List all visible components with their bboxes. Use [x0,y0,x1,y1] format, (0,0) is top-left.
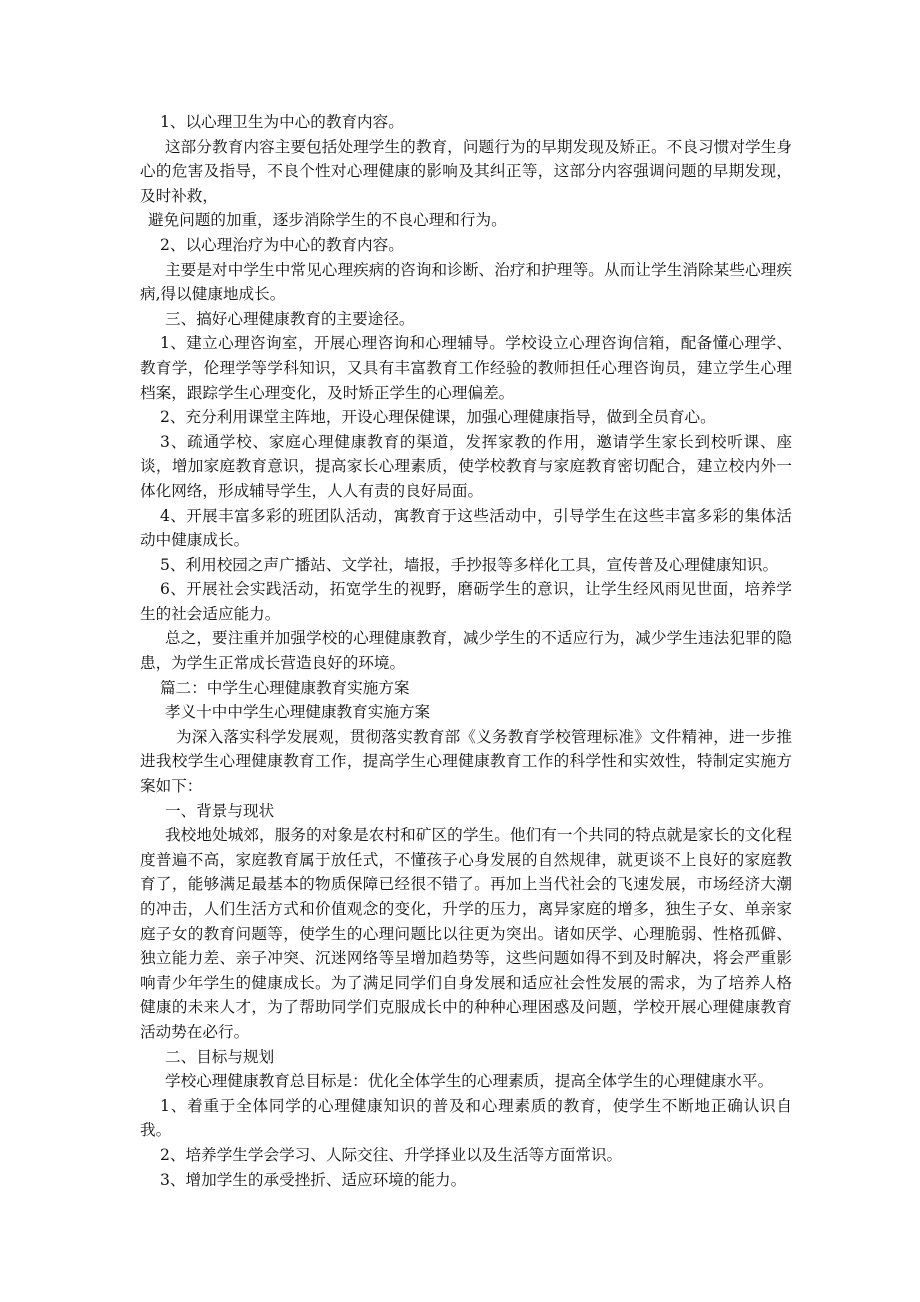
paragraph-20: 学校心理健康教育总目标是：优化全体学生的心理素质，提高全体学生的心理健康水平。 [165,1072,774,1091]
document-page [140,110,792,1192]
section-heading-background: 一、背景与现状 [165,801,275,820]
paragraph-8: 2、充分利用课堂主阵地，开设心理保健课，加强心理健康指导，做到全员育心。 [160,408,716,427]
paragraph-23: 3、增加学生的承受挫折、适应环境的能力。 [160,1170,467,1189]
plan-title: 孝义十中中学生心理健康教育实施方案 [165,703,431,722]
paragraph-7: 1、建立心理咨询室，开展心理咨询和心理辅导。学校设立心理咨询信箱，配备懂心理学、教育学，伦理学等学科知识，又具有丰富教育工作经验的教师担任心理咨询员，建立学生心理档案，跟踪学生心理变化，及时矫正学生的心理偏差。 [140,334,792,402]
section-heading-goals: 二、目标与规划 [165,1047,275,1066]
paragraph-13: 总之，要注重并加强学校的心理健康教育，减少学生的不适应行为，减少学生违法犯罪的隐患，为学生正常成长营造良好的环境。 [140,629,792,673]
paragraph-11: 5、利用校园之声广播站、文学社，墙报，手抄报等多样化工具，宣传普及心理健康知识。 [160,555,779,574]
paragraph-22: 2、培养学生学会学习、人际交往、升学择业以及生活等方面常识。 [160,1145,623,1164]
paragraph-21: 1、着重于全体同学的心理健康知识的普及和心理素质的教育，使学生不断地正确认识自我。 [140,1096,792,1140]
paragraph-4: 2、以心理治疗为中心的教育内容。 [160,235,404,254]
paragraph-1: 1、以心理卫生为中心的教育内容。 [160,113,404,131]
paragraph-16: 为深入落实科学发展观，贯彻落实教育部《义务教育学校管理标准》文件精神，进一步推进我校学生心理健康教育工作，提高学生心理健康教育工作的科学性和实效性，特制定实施方案如下： [140,727,792,796]
paragraph-18: 我校地处城郊，服务的对象是农村和矿区的学生。他们有一个共同的特点就是家长的文化程度普遍不高，家庭教育属于放任式，不懂孩子心身发展的自然规律，就更谈不上良好的家庭教育了，能够满足最基本的物质保障已经很不错了。再加上当代社会的飞速发展，市场经济大潮的冲击，人们生活方式和价值观念的变化，升学的压力，离异家庭的增多，独生子女、单亲家庭子女的教育问题等，使学生的心理问题比以往更为突出。诸如厌学、心理脆弱、性格孤僻、独立能力差、亲子冲突、沉迷网络等呈增加趋势等，这些问题如得不到及时解决，将会严重影响青少年学生的健康成长。为了满足同学们自身发展和适应社会性发展的需求，为了培养人格健康的未来人才，为了帮助同学们克服成长中的种种心理困惑及问题，学校开展心理健康教育活动势在必行。 [140,826,792,1041]
paragraph-9: 3、疏通学校、家庭心理健康教育的渠道，发挥家教的作用，邀请学生家长到校听课、座谈，增加家庭教育意识，提高家长心理素质，使学校教育与家庭教育密切配合，建立校内外一体化网络，形成辅导学生，人人有责的良好局面。 [140,432,792,500]
paragraph-3: 避免问题的加重，逐步消除学生的不良心理和行为。 [148,211,507,230]
paragraph-5: 主要是对中学生中常见心理疾病的咨询和诊断、治疗和护理等。从而让学生消除某些心理疾病,得以健康地成长。 [140,260,792,304]
part-two-heading: 篇二：中学生心理健康教育实施方案 [160,678,410,697]
section-heading-3: 三、搞好心理健康教育的主要途径。 [165,309,415,328]
paragraph-12: 6、开展社会实践活动，拓宽学生的视野，磨砺学生的意识，让学生经风雨见世面，培养学生的社会适应能力。 [140,580,792,623]
paragraph-2: 这部分教育内容主要包括处理学生的教育，问题行为的早期发现及矫正。不良习惯对学生身心的危害及指导，不良个性对心理健康的影响及其纠正等，这部分内容强调问题的早期发现，及时补救， [140,137,792,205]
paragraph-10: 4、开展丰富多彩的班团队活动，寓教育于这些活动中，引导学生在这些丰富多彩的集体活动中健康成长。 [140,506,792,550]
